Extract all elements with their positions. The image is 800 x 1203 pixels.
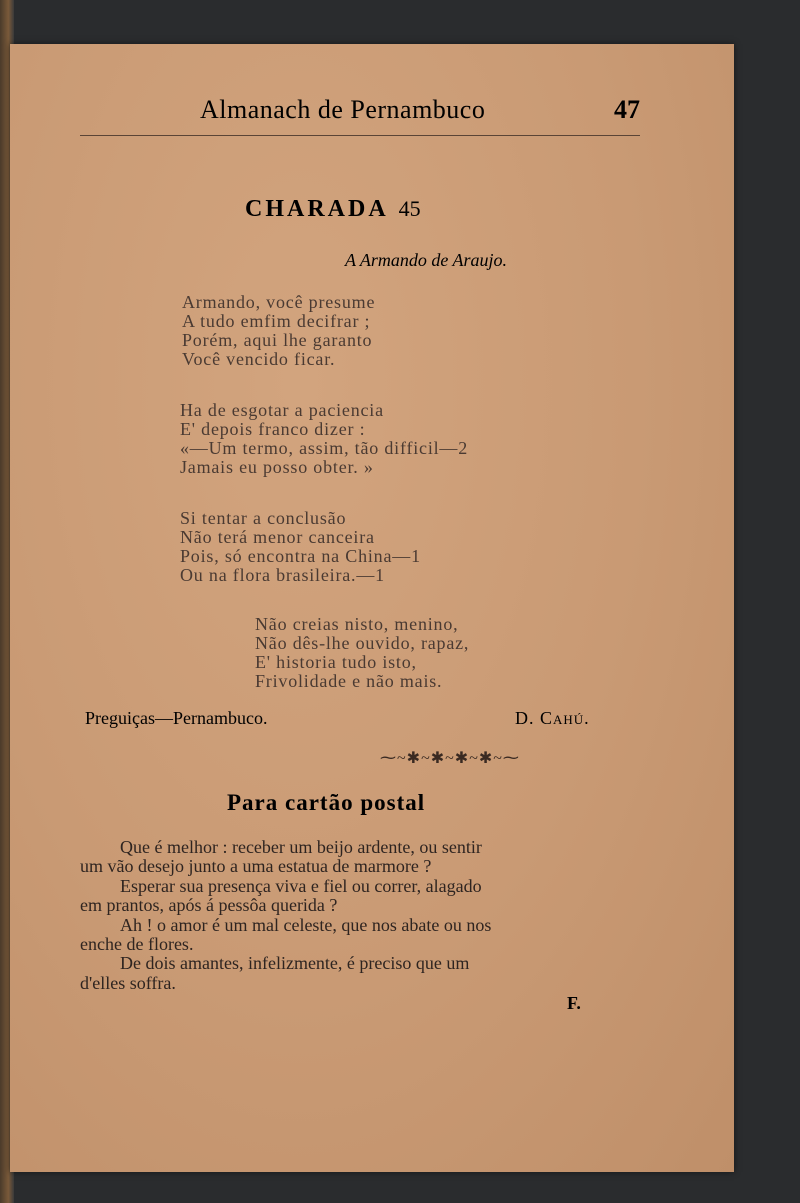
verse-line: Si tentar a conclusão xyxy=(180,508,347,528)
running-header xyxy=(80,95,640,136)
prose-line: d'elles soffra. xyxy=(80,972,176,993)
verse-line: Ou na flora brasileira.—1 xyxy=(180,565,385,585)
verse-line: Jamais eu posso obter. » xyxy=(180,457,374,477)
charada-title: CHARADA xyxy=(245,196,389,222)
running-title: Almanach de Pernambuco xyxy=(200,95,486,124)
stanza-1 xyxy=(182,293,375,369)
verse-line: Porém, aqui lhe garanto xyxy=(182,330,373,350)
verse-line: Não creias nisto, menino, xyxy=(255,614,459,634)
prose-line: um vão desejo junto a uma estatua de marmore ? xyxy=(80,856,432,877)
verse-line: Ha de esgotar a paciencia xyxy=(180,400,384,420)
prose-line: em prantos, após á pessôa querida ? xyxy=(80,895,338,916)
ornament-divider: ⁓~✱~✱~✱~✱~⁓ xyxy=(380,750,520,767)
charada-author: D. Cahú. xyxy=(515,708,590,728)
charada-number: 45 xyxy=(398,196,421,221)
verse-line: Frivolidade e não mais. xyxy=(255,671,443,691)
dedication: A Armando de Araujo. xyxy=(345,250,508,270)
charada-heading xyxy=(245,196,421,223)
postal-heading: Para cartão postal xyxy=(227,790,426,815)
prose-line: Ah ! o amor é um mal celeste, que nos abate ou nos xyxy=(120,914,492,935)
prose-line: De dois amantes, infelizmente, é preciso que um xyxy=(120,953,470,974)
prose-line: enche de flores. xyxy=(80,934,194,955)
verse-line: A tudo emfim decifrar ; xyxy=(182,311,371,331)
verse-line: Armando, você presume xyxy=(182,292,376,312)
charada-place: Preguiças—Pernambuco. xyxy=(85,708,268,728)
verse-line: Não dês-lhe ouvido, rapaz, xyxy=(255,633,470,653)
verse-line: E' depois franco dizer : xyxy=(180,419,366,439)
verse-line: Não terá menor canceira xyxy=(180,527,375,547)
verse-line: Você vencido ficar. xyxy=(182,349,336,369)
postal-author: F. xyxy=(567,993,581,1013)
prose-line: Que é melhor : receber um beijo ardente, ou sentir xyxy=(120,837,482,857)
postal-text xyxy=(80,838,630,993)
stanza-4 xyxy=(255,615,469,691)
verse-line: E' historia tudo isto, xyxy=(255,652,417,672)
page-number: 47 xyxy=(614,95,640,124)
verse-line: «—Um termo, assim, tão difficil—2 xyxy=(180,438,469,458)
stanza-3 xyxy=(180,509,421,585)
prose-line: Esperar sua presença viva e fiel ou correr, alagado xyxy=(120,875,482,896)
stanza-2 xyxy=(180,401,468,477)
verse-line: Pois, só encontra na China—1 xyxy=(180,546,421,566)
